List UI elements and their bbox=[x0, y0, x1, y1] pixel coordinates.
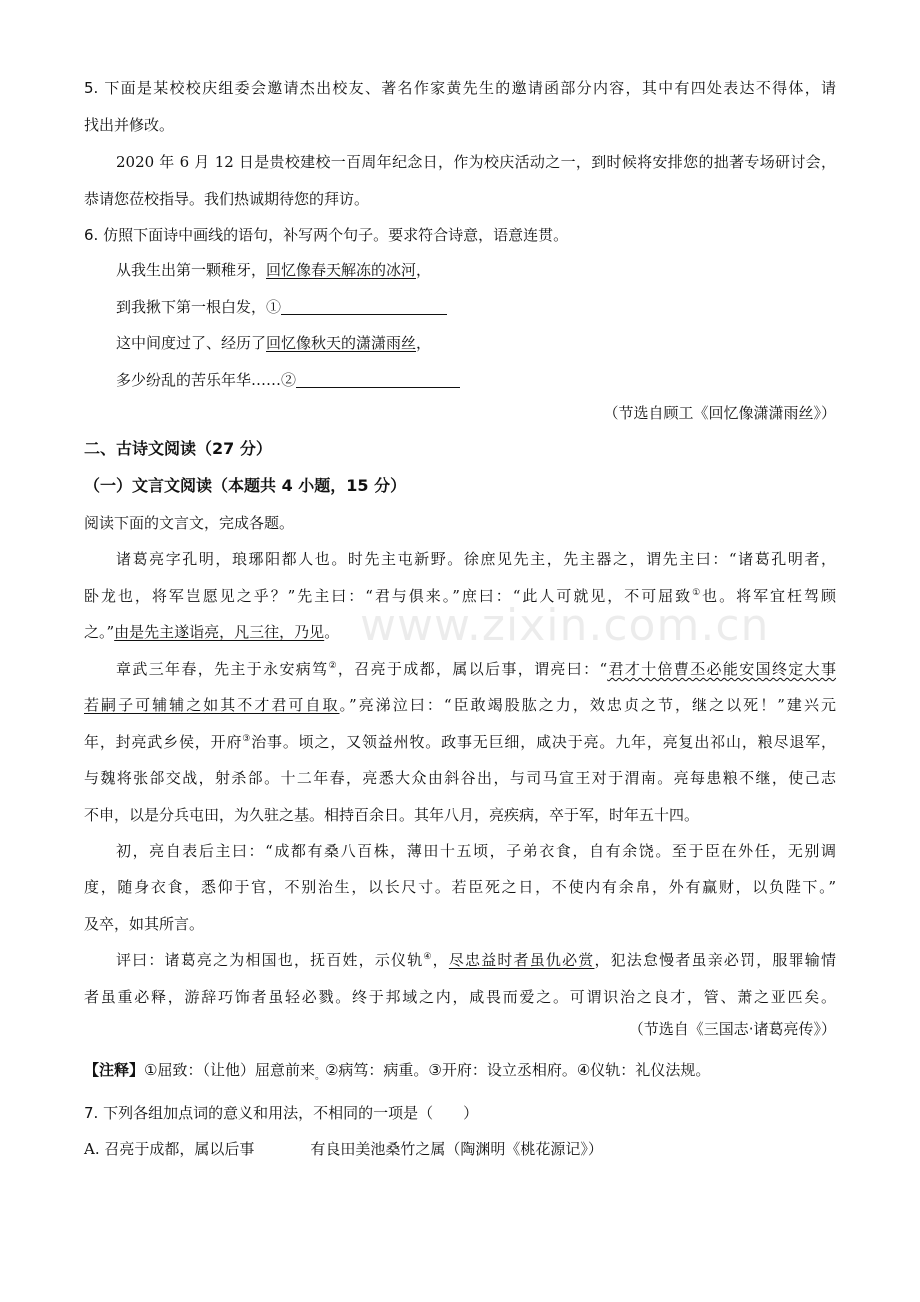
q5-line-2: 找出并修改。 bbox=[84, 116, 175, 134]
option-a-label: A. bbox=[84, 1140, 100, 1158]
passage-p2-line-1 bbox=[116, 658, 836, 680]
passage-p1-line-1: 诸葛亮字孔明，琅琊阳都人也。时先主屯新野。徐庶见先主，先主器之，谓先主曰：“诸葛孔明者， bbox=[116, 550, 836, 568]
p4-line-1-text: 评曰：诸葛亮之为相国也，抚百姓，示仪轨 bbox=[116, 951, 424, 969]
q5-line-1: 5. 下面是某校校庆组委会邀请杰出校友、著名作家黄先生的邀请函部分内容，其中有四处表达不得体，请 bbox=[84, 79, 836, 97]
reading-instruction: 阅读下面的文言文，完成各题。 bbox=[84, 514, 295, 532]
q6-poem-source: （节选自顾工《回忆像潇潇雨丝》） bbox=[603, 404, 836, 422]
q6-poem-line-3 bbox=[116, 332, 836, 354]
option-a-right: 有良田美池桑竹之属（陶渊明《桃花源记》） bbox=[310, 1140, 603, 1158]
passage-source: （节选自《三国志·诸葛亮传》） bbox=[628, 1020, 836, 1038]
q6-poem-line-2 bbox=[116, 296, 836, 318]
passage-p2-line-3 bbox=[84, 731, 836, 753]
site-watermark: www.zixin.com.cn bbox=[360, 600, 770, 651]
p2-line-1-text: 章武三年春，先主于永安病笃 bbox=[116, 660, 329, 678]
p2-line-3-tail: 治事。顷之，又领益州牧。政事无巨细，咸决于亮。九年，亮复出祁山，粮尽退军， bbox=[251, 733, 836, 751]
poem-line-1-punct: ， bbox=[416, 261, 432, 279]
annotation-label: 【注释】 bbox=[84, 1061, 145, 1079]
p1-line-3-lead: 之。” bbox=[84, 623, 115, 641]
q7-prompt: 7. 下列各组加点词的意义和用法，不相同的一项是（ ） bbox=[84, 1104, 479, 1122]
passage-p1-line-2 bbox=[84, 585, 836, 607]
p1-line-2-tail: 也。将军宜枉驾顾 bbox=[702, 587, 836, 605]
answer-blank-1[interactable] bbox=[281, 298, 447, 315]
note-marker-4: ④ bbox=[423, 952, 433, 962]
passage-p3-line-1: 初，亮自表后主曰：“成都有桑八百株，薄田十五顷，子弟衣食，自有余饶。至于臣在外任，无别调 bbox=[116, 842, 836, 860]
passage-p3-line-2: 度，随身衣食，悉仰于官，不别治生，以长尺寸。若臣死之日，不使内有余帛，外有赢财，以负陛下。” bbox=[84, 878, 836, 896]
annotation-rest: ②病笃：病重。③开府：设立丞相府。④仪轨：礼仪法规。 bbox=[324, 1061, 711, 1079]
passage-p2-line-5: 不申，以是分兵屯田，为久驻之基。相持百余日。其年八月，亮疾病，卒于军，时年五十四。 bbox=[84, 806, 700, 824]
q6-poem-line-1 bbox=[116, 259, 836, 281]
section-2-title: 二、古诗文阅读（27 分） bbox=[84, 439, 272, 458]
annotations bbox=[84, 1059, 836, 1088]
underlined-sentence-sangu: 由是先主遂诣亮，凡三往，乃见 bbox=[114, 623, 325, 641]
section-2-subtitle: （一）文言文阅读（本题共 4 小题，15 分） bbox=[84, 476, 407, 495]
q5-invitation-line-1: 2020 年 6 月 12 日是贵校建校一百周年纪念日，作为校庆活动之一，到时候将安排您的拙著专场研讨会， bbox=[116, 153, 836, 171]
poem-underlined-sentence-2: 回忆像秋天的潇潇雨丝 bbox=[266, 334, 417, 352]
p2-line-1-mid: ，召亮于成都，属以后事，谓亮曰：“ bbox=[337, 660, 608, 678]
passage-p3-line-3: 及卒，如其所言。 bbox=[84, 915, 205, 933]
note-marker-2: ② bbox=[328, 661, 338, 671]
passage-p4-line-1 bbox=[116, 949, 836, 971]
note-marker-1: ① bbox=[692, 588, 703, 598]
note-marker-3: ③ bbox=[242, 734, 252, 744]
passage-p4-line-2: 者虽重必释，游辞巧饰者虽轻必戮。终于邦域之内，咸畏而爱之。可谓识治之良才，管、萧之亚匹矣。 bbox=[84, 988, 836, 1006]
passage-p2-line-2 bbox=[84, 694, 836, 716]
poem-line-3-lead: 这中间度过了、经历了 bbox=[116, 334, 267, 352]
passage-p2-line-4: 与魏将张郃交战，射杀郃。十二年春，亮悉大众由斜谷出，与司马宣王对于渭南。亮每患粮不继，使己志 bbox=[84, 769, 836, 787]
poem-line-4-lead: 多少纷乱的苦乐年华……② bbox=[116, 371, 297, 389]
p2-line-2-tail: 。”亮涕泣曰：“臣敢竭股肱之力，效忠贞之节，继之以死！”建兴元 bbox=[339, 696, 836, 714]
q6-prompt: 6. 仿照下面诗中画线的语句，补写两个句子。要求符合诗意，语意连贯。 bbox=[84, 226, 569, 244]
p4-line-1-tail: ，犯法怠慢者虽亲必罚，服罪输情 bbox=[594, 951, 836, 969]
passage-p1-line-3 bbox=[84, 621, 836, 643]
underlined-phrase-jinzhong: 尽忠益时者虽仇必赏 bbox=[448, 951, 595, 969]
wavy-underlined-sentence-part-1: 君才十倍曹丕必能安国终定大事 bbox=[607, 660, 836, 678]
p1-line-3-punct: 。 bbox=[324, 623, 340, 641]
p2-line-3-text: 年，封亮武乡侯，开府 bbox=[84, 733, 243, 751]
option-a-left: 召亮于成都，属以后事 bbox=[104, 1140, 255, 1158]
p1-line-2-text: 卧龙也，将军岂愿见之乎？”先主曰：“君与俱来。”庶曰：“此人可就见，不可屈致 bbox=[84, 587, 693, 605]
annotation-1-punct: 。 bbox=[314, 1071, 325, 1082]
q6-poem-line-4 bbox=[116, 369, 836, 391]
underlined-sentence-part-2: 若嗣子可辅辅之如其不才君可自取 bbox=[84, 696, 340, 714]
poem-underlined-sentence-1: 回忆像春天解冻的冰河 bbox=[266, 261, 417, 279]
annotation-1: ①屈致：（让他）屈意前来 bbox=[144, 1061, 315, 1079]
answer-blank-2[interactable] bbox=[296, 371, 460, 388]
poem-line-3-punct: ， bbox=[416, 334, 432, 352]
poem-line-2-lead: 到我揪下第一根白发，① bbox=[116, 298, 282, 316]
q7-option-a[interactable] bbox=[84, 1138, 836, 1160]
poem-line-1-lead: 从我生出第一颗稚牙， bbox=[116, 261, 267, 279]
q5-invitation-line-2: 恭请您莅校指导。我们热诚期待您的拜访。 bbox=[84, 190, 370, 208]
p4-line-1-comma: ， bbox=[432, 951, 449, 969]
